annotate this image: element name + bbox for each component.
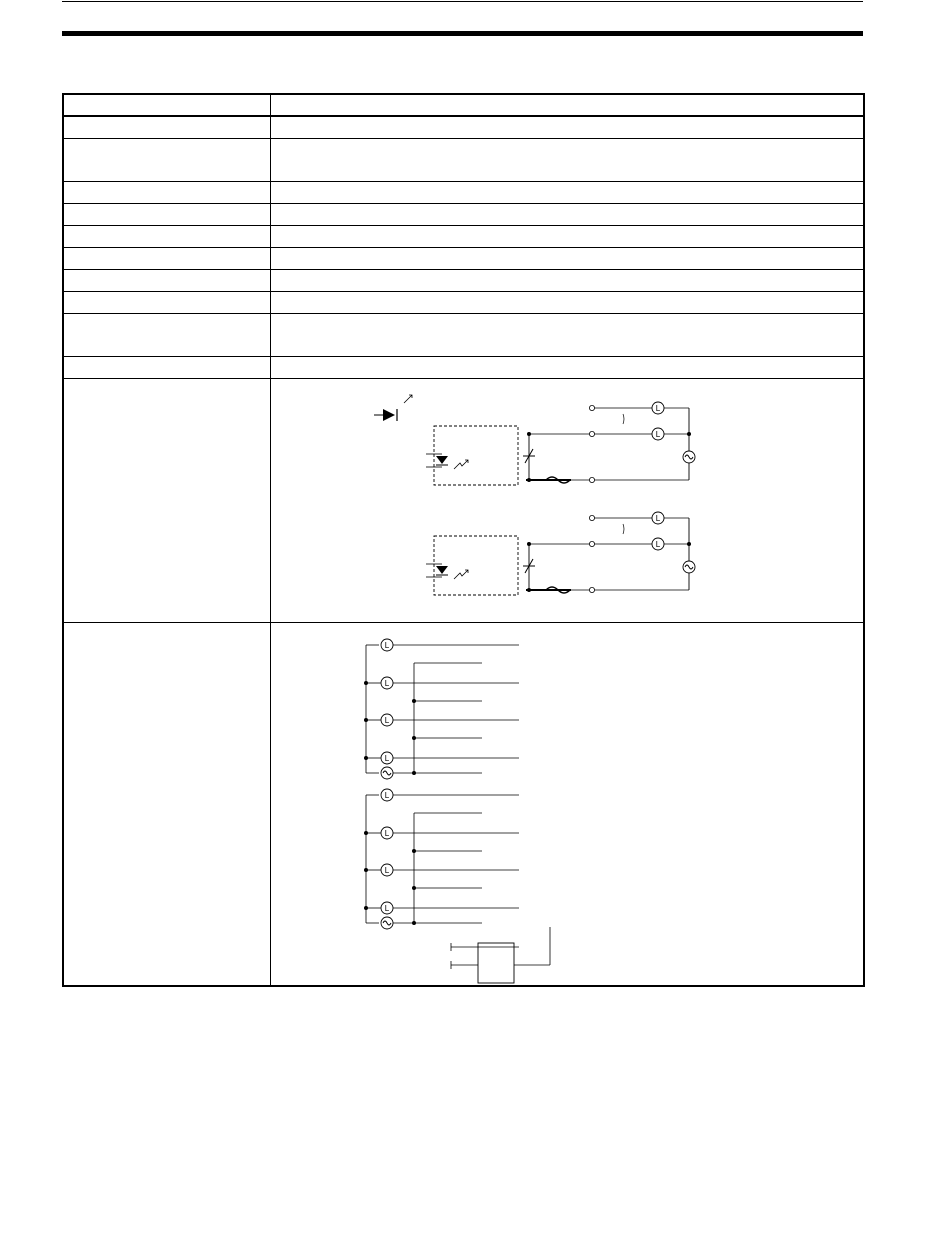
photocoupler-box	[434, 536, 518, 595]
triac-icon	[523, 434, 535, 478]
row-value	[270, 203, 864, 225]
connector-block	[451, 927, 550, 983]
photodiode-icon	[426, 454, 468, 469]
lamp-icon	[381, 677, 393, 689]
circuit-diagram-cell	[270, 378, 864, 622]
table-header-row	[63, 94, 864, 116]
row-label	[63, 269, 270, 291]
fuse-icon	[526, 587, 571, 593]
header-rule-thin	[62, 1, 863, 2]
ac-source-icon	[683, 561, 695, 573]
table-row	[63, 203, 864, 225]
ac-source-icon	[381, 917, 393, 929]
lamp-icon	[381, 752, 393, 764]
lamp-icon	[381, 789, 393, 801]
row-value	[270, 181, 864, 203]
lamp-icon	[381, 864, 393, 876]
header-rule-thick	[62, 31, 863, 36]
terminal-connections-row	[63, 622, 864, 986]
triac-icon	[523, 544, 535, 588]
svg-text:L: L	[384, 865, 389, 875]
lamp-icon	[381, 827, 393, 839]
row-label	[63, 181, 270, 203]
svg-text:L: L	[655, 539, 660, 549]
row-label	[63, 313, 270, 356]
circuit-configuration-row	[63, 378, 864, 622]
row-value	[270, 269, 864, 291]
table-row	[63, 313, 864, 356]
led-symbol-icon	[374, 395, 412, 421]
row-value	[270, 247, 864, 269]
table-row	[63, 138, 864, 181]
specifications-table	[62, 93, 865, 987]
row-value	[270, 291, 864, 313]
svg-text:L: L	[655, 403, 660, 413]
row-value	[270, 225, 864, 247]
lamp-icon	[652, 428, 664, 440]
terminal-diagram-cell	[270, 622, 864, 986]
ac-source-icon	[683, 451, 695, 463]
row-label	[63, 203, 270, 225]
row-label	[63, 356, 270, 378]
row-value	[270, 116, 864, 138]
table-row	[63, 356, 864, 378]
svg-text:L: L	[384, 715, 389, 725]
table-row	[63, 291, 864, 313]
svg-text:L: L	[655, 513, 660, 523]
row-value	[270, 356, 864, 378]
row-value	[270, 138, 864, 181]
table-row	[63, 116, 864, 138]
row-label	[63, 378, 270, 622]
row-label	[63, 225, 270, 247]
row-label	[63, 138, 270, 181]
row-label	[63, 291, 270, 313]
terminal-connections-diagram	[271, 623, 867, 985]
lamp-icon	[652, 512, 664, 524]
header-cell-spec	[270, 94, 864, 116]
table-row	[63, 225, 864, 247]
svg-text:L: L	[384, 790, 389, 800]
header-cell-item	[63, 94, 270, 116]
lamp-icon	[381, 639, 393, 651]
lamp-icon	[381, 714, 393, 726]
circuit-configuration-diagram	[271, 379, 867, 622]
svg-text:L: L	[384, 678, 389, 688]
ac-source-icon	[381, 767, 393, 779]
row-label	[63, 622, 270, 986]
lamp-icon	[381, 902, 393, 914]
svg-text:L: L	[384, 828, 389, 838]
lamp-icon	[652, 402, 664, 414]
photocoupler-box	[434, 426, 518, 485]
svg-text:L: L	[384, 903, 389, 913]
lamp-icon	[652, 538, 664, 550]
row-value	[270, 313, 864, 356]
photodiode-icon	[426, 564, 468, 579]
table-row	[63, 181, 864, 203]
svg-text:L: L	[384, 640, 389, 650]
row-label	[63, 116, 270, 138]
fuse-icon	[526, 477, 571, 483]
table-row	[63, 247, 864, 269]
row-label	[63, 247, 270, 269]
svg-text:L: L	[655, 429, 660, 439]
svg-text:L: L	[384, 753, 389, 763]
table-row	[63, 269, 864, 291]
